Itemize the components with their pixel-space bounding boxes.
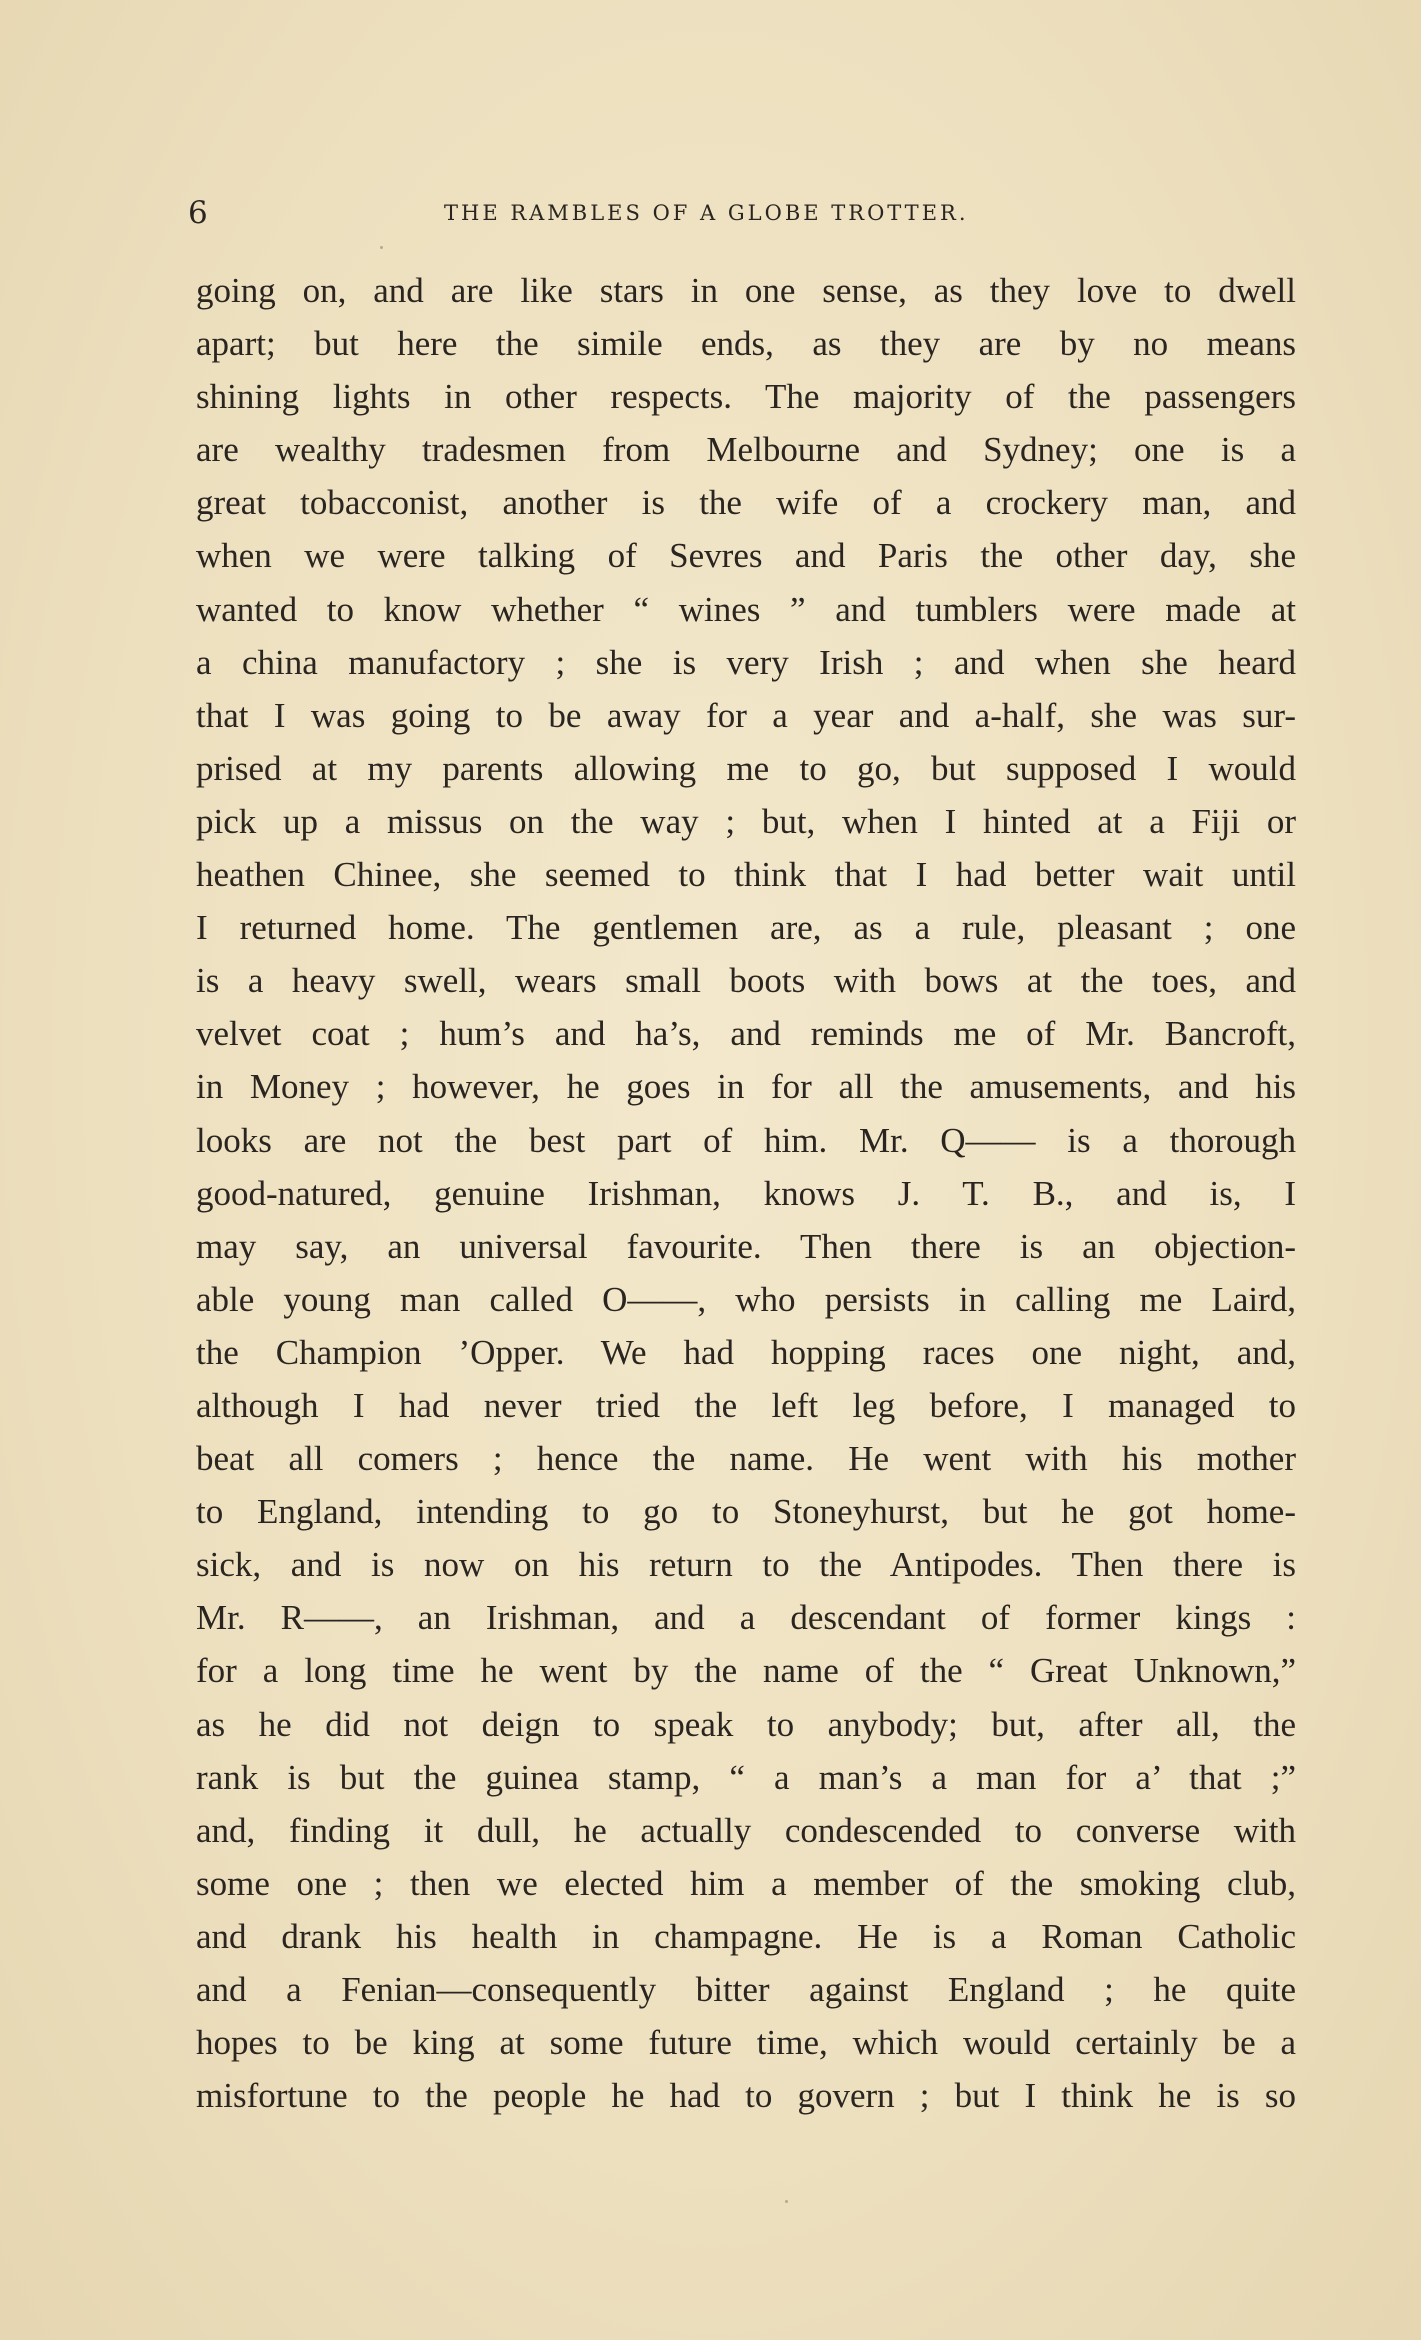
text-line: Mr. R——, an Irishman, and a descendant of former kings : xyxy=(196,1598,1296,1638)
text-line: the Champion ’Opper. We had hopping races one night, and, xyxy=(196,1332,1296,1372)
text-line: may say, an universal favourite. Then there is an objection- xyxy=(196,1226,1296,1266)
text-line: hopes to be king at some future time, which would certainly be a xyxy=(196,2023,1296,2063)
text-line: and, finding it dull, he actually condescended to converse with xyxy=(196,1810,1296,1850)
text-line: and drank his health in champagne. He is a Roman Catholic xyxy=(196,1916,1296,1956)
text-line: although I had never tried the left leg before, I managed to xyxy=(196,1385,1296,1425)
text-line: misfortune to the people he had to govern ; but I think he is so xyxy=(196,2076,1296,2116)
text-line: sick, and is now on his return to the Antipodes. Then there is xyxy=(196,1545,1296,1585)
text-line: that I was going to be away for a year and a-half, she was sur- xyxy=(196,695,1296,735)
text-line: for a long time he went by the name of the “ Great Unknown,” xyxy=(196,1651,1296,1691)
text-line: to England, intending to go to Stoneyhurst, but he got home- xyxy=(196,1492,1296,1532)
text-line: as he did not deign to speak to anybody; but, after all, the xyxy=(196,1704,1296,1744)
text-line: heathen Chinee, she seemed to think that I had better wait until xyxy=(196,855,1296,895)
text-line: when we were talking of Sevres and Paris the other day, she xyxy=(196,536,1296,576)
running-head xyxy=(188,193,1296,233)
text-line: great tobacconist, another is the wife of a crockery man, and xyxy=(196,483,1296,523)
text-line: shining lights in other respects. The majority of the passengers xyxy=(196,377,1296,417)
text-line: beat all comers ; hence the name. He went with his mother xyxy=(196,1439,1296,1479)
text-line: going on, and are like stars in one sense, as they love to dwell xyxy=(196,271,1296,310)
text-line: in Money ; however, he goes in for all the amusements, and his xyxy=(196,1067,1296,1107)
text-line: rank is but the guinea stamp, “ a man’s a man for a’ that ;” xyxy=(196,1757,1296,1797)
text-line: velvet coat ; hum’s and ha’s, and reminds me of Mr. Bancroft, xyxy=(196,1014,1296,1054)
text-line: I returned home. The gentlemen are, as a rule, pleasant ; one xyxy=(196,908,1296,948)
text-line: apart; but here the simile ends, as they are by no means xyxy=(196,324,1296,364)
text-line: looks are not the best part of him. Mr. Q—— is a thorough xyxy=(196,1120,1296,1160)
text-line: prised at my parents allowing me to go, but supposed I would xyxy=(196,748,1296,788)
body-text xyxy=(196,264,1296,2122)
text-line: and a Fenian—consequently bitter against England ; he quite xyxy=(196,1970,1296,2009)
page-number: 6 xyxy=(188,195,208,231)
running-title: THE RAMBLES OF A GLOBE TROTTER. xyxy=(444,201,969,225)
text-line: good-natured, genuine Irishman, knows J. T. B., and is, I xyxy=(196,1173,1296,1213)
paper-speck xyxy=(785,2200,788,2203)
text-line: wanted to know whether “ wines ” and tumblers were made at xyxy=(196,589,1296,629)
text-line: pick up a missus on the way ; but, when I hinted at a Fiji or xyxy=(196,801,1296,841)
paper-speck xyxy=(380,246,383,249)
text-line: are wealthy tradesmen from Melbourne and Sydney; one is a xyxy=(196,430,1296,470)
text-line: a china manufactory ; she is very Irish ; and when she heard xyxy=(196,642,1296,682)
text-line: some one ; then we elected him a member of the smoking club, xyxy=(196,1863,1296,1903)
text-line: is a heavy swell, wears small boots with bows at the toes, and xyxy=(196,961,1296,1001)
text-line: able young man called O——, who persists in calling me Laird, xyxy=(196,1279,1296,1319)
